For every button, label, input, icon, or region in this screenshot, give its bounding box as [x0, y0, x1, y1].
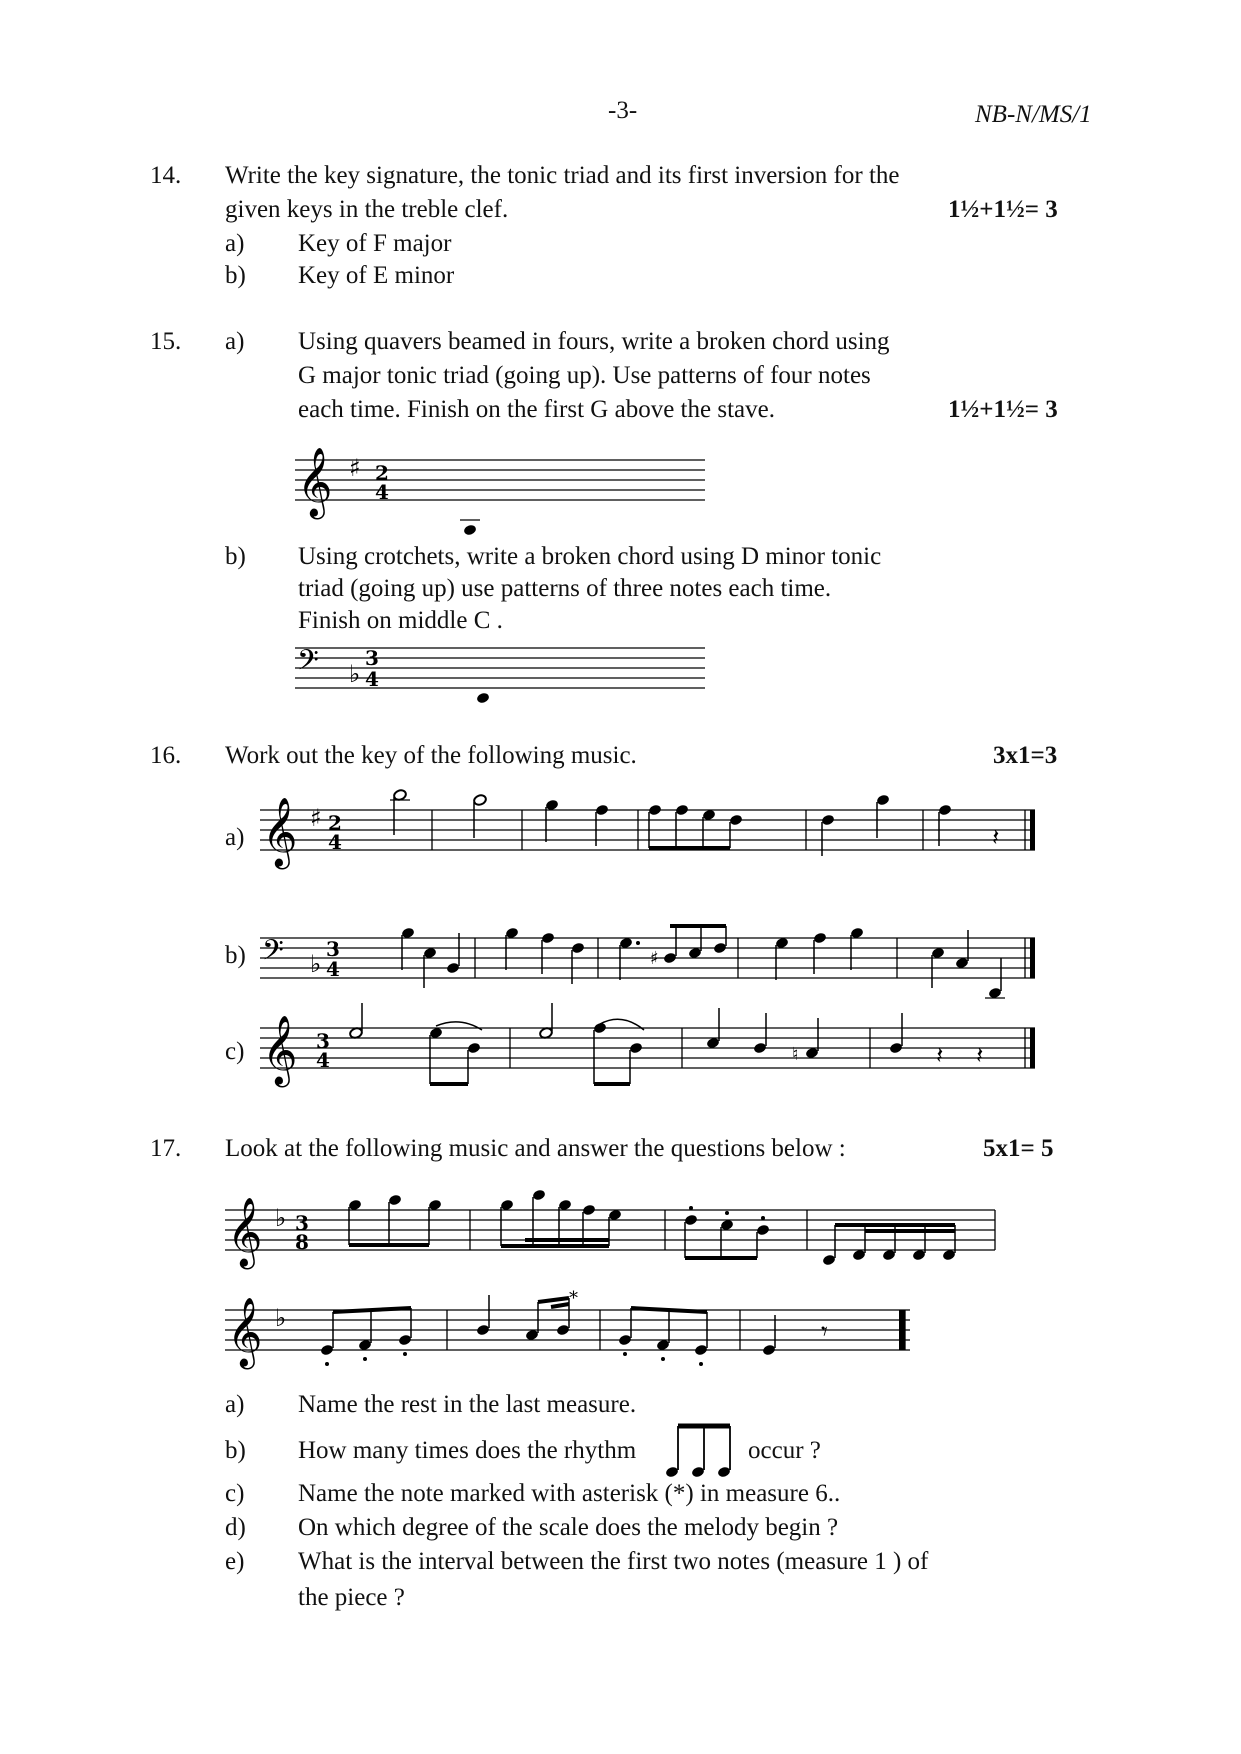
key-signature: ♯ — [349, 454, 361, 482]
time-signature-top: 3 — [295, 1211, 309, 1235]
q17-question-label: e) — [225, 1548, 245, 1575]
q14-number: 14. — [150, 162, 182, 189]
staff-q15a — [295, 440, 715, 540]
time-signature-top: 3 — [326, 937, 340, 961]
q17-question-text-cont: the piece ? — [298, 1584, 405, 1611]
q17-question-text: How many times does the rhythm — [298, 1437, 637, 1464]
staff-q17-line2 — [225, 1280, 1015, 1390]
staff-q17-line1 — [225, 1180, 1015, 1290]
page-number: -3- — [608, 97, 638, 124]
bass-clef: 𝄢 — [262, 934, 284, 974]
q17-question-label: a) — [225, 1391, 245, 1418]
final-barline — [1030, 938, 1035, 978]
key-signature: ♯ — [310, 804, 322, 832]
time-signature-bottom: 4 — [316, 1048, 330, 1072]
q15b-text-line: Finish on middle C . — [298, 607, 503, 634]
q15b-text-line: triad (going up) use patterns of three notes each time. — [298, 575, 832, 602]
q17-text: Look at the following music and answer the questions below : — [225, 1135, 846, 1162]
time-signature-bottom: 4 — [328, 830, 342, 854]
q14-item-label: b) — [225, 262, 246, 289]
svg-text:𝄾: 𝄾 — [821, 1317, 828, 1347]
q17-question-label: d) — [225, 1514, 246, 1541]
q17-question-label: c) — [225, 1480, 245, 1507]
svg-text:♮: ♮ — [792, 1044, 799, 1065]
notes — [349, 1003, 984, 1084]
time-signature-bottom: 4 — [365, 667, 379, 691]
q16-text: Work out the key of the following music. — [225, 742, 637, 769]
q17-question-text: What is the interval between the first two notes (measure 1 ) of — [298, 1548, 929, 1575]
time-signature-top: 3 — [365, 646, 379, 670]
staff-lines — [260, 938, 1035, 978]
asterisk-mark: * — [569, 1288, 578, 1309]
notes — [390, 789, 999, 856]
q16-number: 16. — [150, 742, 182, 769]
q17-number: 17. — [150, 1135, 182, 1162]
key-signature: ♭ — [310, 950, 322, 978]
q17-question-text-after: occur ? — [748, 1437, 821, 1464]
q14-text-line2: given keys in the treble clef. — [225, 196, 509, 223]
q14-item-label: a) — [225, 230, 245, 257]
notes — [401, 926, 1005, 999]
q14-text-line1: Write the key signature, the tonic triad and its first inversion for the — [225, 162, 900, 189]
treble-clef: 𝄞 — [227, 1197, 263, 1267]
key-signature: ♭ — [349, 660, 361, 688]
q16a-label: a) — [225, 824, 245, 851]
time-signature-bottom: 8 — [295, 1230, 309, 1254]
time-signature-top: 2 — [328, 811, 342, 835]
q14-item-text: Key of F major — [298, 230, 452, 257]
q15b-text-line: Using crotchets, write a broken chord using D minor tonic — [298, 543, 882, 570]
treble-clef: 𝄞 — [262, 1015, 298, 1085]
treble-clef: 𝄞 — [227, 1297, 263, 1367]
q15-number: 15. — [150, 328, 182, 355]
q16b-label: b) — [225, 942, 246, 969]
svg-text:𝄽: 𝄽 — [992, 823, 1000, 851]
final-barline — [1030, 1028, 1035, 1068]
final-barline — [899, 1310, 905, 1350]
staff-lines — [260, 810, 1035, 850]
q17-question-label: b) — [225, 1437, 246, 1464]
time-signature-top: 3 — [316, 1029, 330, 1053]
q15a-text-line: Using quavers beamed in fours, write a broken chord using — [298, 328, 890, 355]
svg-text:𝄽: 𝄽 — [976, 1041, 984, 1069]
q15a-label: a) — [225, 328, 245, 355]
time-signature-top: 2 — [375, 461, 389, 485]
svg-text:♯: ♯ — [650, 948, 659, 969]
q14-marks: 1½+1½= 3 — [948, 196, 1058, 223]
q14-item-text: Key of E minor — [298, 262, 455, 289]
staff-q15b — [295, 640, 715, 720]
note-head — [476, 692, 490, 705]
svg-text:𝄽: 𝄽 — [936, 1041, 944, 1069]
q16-marks: 3x1=3 — [993, 742, 1058, 769]
bass-clef: 𝄢 — [297, 644, 319, 684]
q15a-text-line: G major tonic triad (going up). Use patterns of four notes — [298, 362, 871, 389]
key-signature: ♭ — [275, 1304, 287, 1332]
staff-q16b — [260, 908, 1040, 1008]
q17-question-text: Name the note marked with asterisk (*) in measure 6.. — [298, 1480, 841, 1507]
q17-marks: 5x1= 5 — [983, 1135, 1054, 1162]
notes — [348, 1189, 956, 1267]
time-signature-bottom: 4 — [326, 957, 340, 981]
q17-question-text: Name the rest in the last measure. — [298, 1391, 637, 1418]
treble-clef: 𝄞 — [297, 447, 333, 517]
rhythm-three-quavers-icon — [660, 1420, 740, 1480]
q15a-marks: 1½+1½= 3 — [948, 396, 1058, 423]
time-signature-bottom: 4 — [375, 480, 389, 504]
staff-q16c — [260, 998, 1040, 1108]
staff-q16a — [260, 780, 1040, 890]
q15a-text-line: each time. Finish on the first G above the stave. — [298, 396, 775, 423]
key-signature: ♭ — [275, 1204, 287, 1232]
note-head — [463, 524, 477, 537]
paper-code: NB-N/MS/1 — [975, 101, 1092, 128]
q17-question-text: On which degree of the scale does the melody begin ? — [298, 1514, 839, 1541]
q15b-label: b) — [225, 543, 246, 570]
treble-clef: 𝄞 — [262, 797, 298, 867]
final-barline — [1030, 810, 1035, 850]
staff-lines — [260, 1028, 1035, 1068]
q16c-label: c) — [225, 1038, 245, 1065]
